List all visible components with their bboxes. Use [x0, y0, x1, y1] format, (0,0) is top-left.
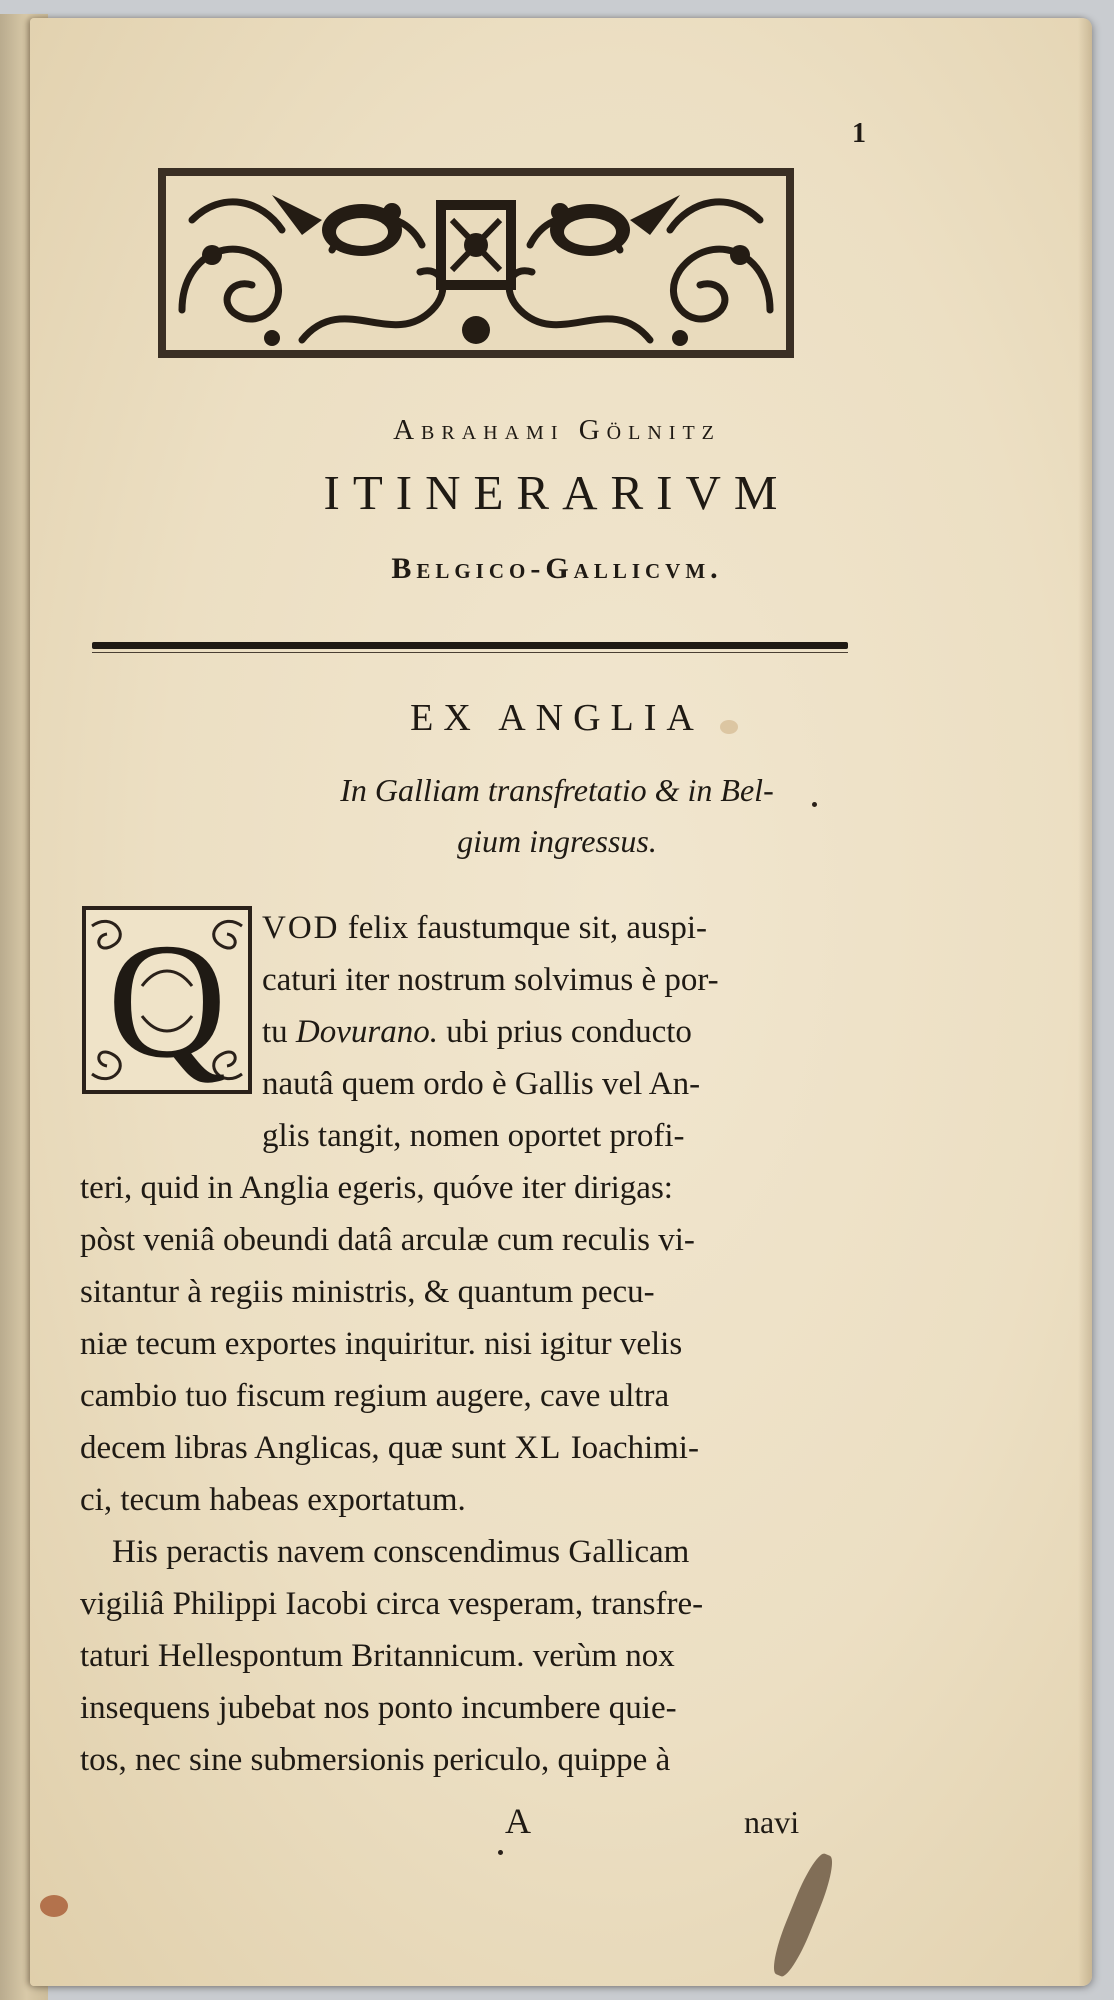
- page-number: 1: [852, 118, 866, 149]
- signature-mark: A: [505, 1801, 531, 1841]
- body-line-7: pòst veniâ obeundi datâ arculæ cum reculis vi-: [80, 1222, 695, 1258]
- book-subtitle: Belgico-Gallicvm.: [391, 552, 723, 585]
- body-line-15: taturi Hellespontum Britannicum. verùm nox: [80, 1638, 675, 1674]
- body-line-14: vigiliâ Philippi Iacobi circa vesperam, transfre-: [80, 1586, 704, 1622]
- body-line-16: insequens jubebat nos ponto incumbere quie-: [80, 1690, 677, 1726]
- line3-rest: ubi prius conducto: [438, 1014, 692, 1050]
- line11-after: Ioachimi-: [562, 1430, 699, 1466]
- place-name-italic: Dovurano.: [295, 1014, 438, 1050]
- first-line-rest: felix faustumque sit, auspi-: [339, 910, 708, 946]
- body-line-9: niæ tecum exportes inquiritur. nisi igitur velis: [80, 1326, 683, 1362]
- line11-before: decem libras Anglicas, quæ sunt: [80, 1430, 515, 1466]
- dropcap-letter: Q: [107, 909, 227, 1092]
- body-line-5: glis tangit, nomen oportet profi-: [262, 1118, 685, 1154]
- body-line-10: cambio tuo fiscum regium augere, cave ultra: [80, 1378, 670, 1414]
- dropcap-ornament: [82, 906, 252, 1094]
- body-line-2: caturi iter nostrum solvimus è por-: [262, 962, 719, 998]
- body-line-8: sitantur à regiis ministris, & quantum pecu-: [80, 1274, 655, 1310]
- body-line-6: teri, quid in Anglia egeris, quóve iter dirigas:: [80, 1170, 673, 1206]
- body-line-1: [262, 912, 707, 945]
- decorated-dropcap: [82, 906, 252, 1094]
- section-subtitle-line-2: gium ingressus.: [457, 823, 657, 859]
- body-line-17: tos, nec sine submersionis periculo, quippe à: [80, 1742, 671, 1778]
- body-line-13: His peractis navem conscendimus Gallicam: [112, 1534, 690, 1570]
- body-line-3: [262, 1016, 692, 1049]
- section-heading: EX ANGLIA: [410, 697, 704, 739]
- book-title: ITINERARIVM: [323, 465, 791, 520]
- paper-speck: [812, 802, 817, 807]
- line3-lead: tu: [262, 1014, 296, 1050]
- body-line-4: nautâ quem ordo è Gallis vel An-: [262, 1066, 701, 1102]
- title-rule-thin: [92, 652, 848, 653]
- first-word-smallcaps: VOD: [262, 910, 340, 946]
- author-name: Abrahami Gölnitz: [393, 414, 721, 446]
- paper-speck: [498, 1850, 503, 1855]
- roman-numeral: XL: [514, 1430, 563, 1466]
- title-rule: [92, 642, 848, 649]
- section-subtitle-line-1: In Galliam transfretatio & in Bel-: [340, 772, 774, 808]
- catchword: navi: [744, 1804, 800, 1840]
- body-line-12: ci, tecum habeas exportatum.: [80, 1482, 466, 1518]
- woodcut-headpiece-ornament: [152, 160, 800, 365]
- red-stain: [40, 1895, 68, 1917]
- body-line-11: [80, 1432, 699, 1465]
- page-edge-shadow: [1078, 18, 1092, 1986]
